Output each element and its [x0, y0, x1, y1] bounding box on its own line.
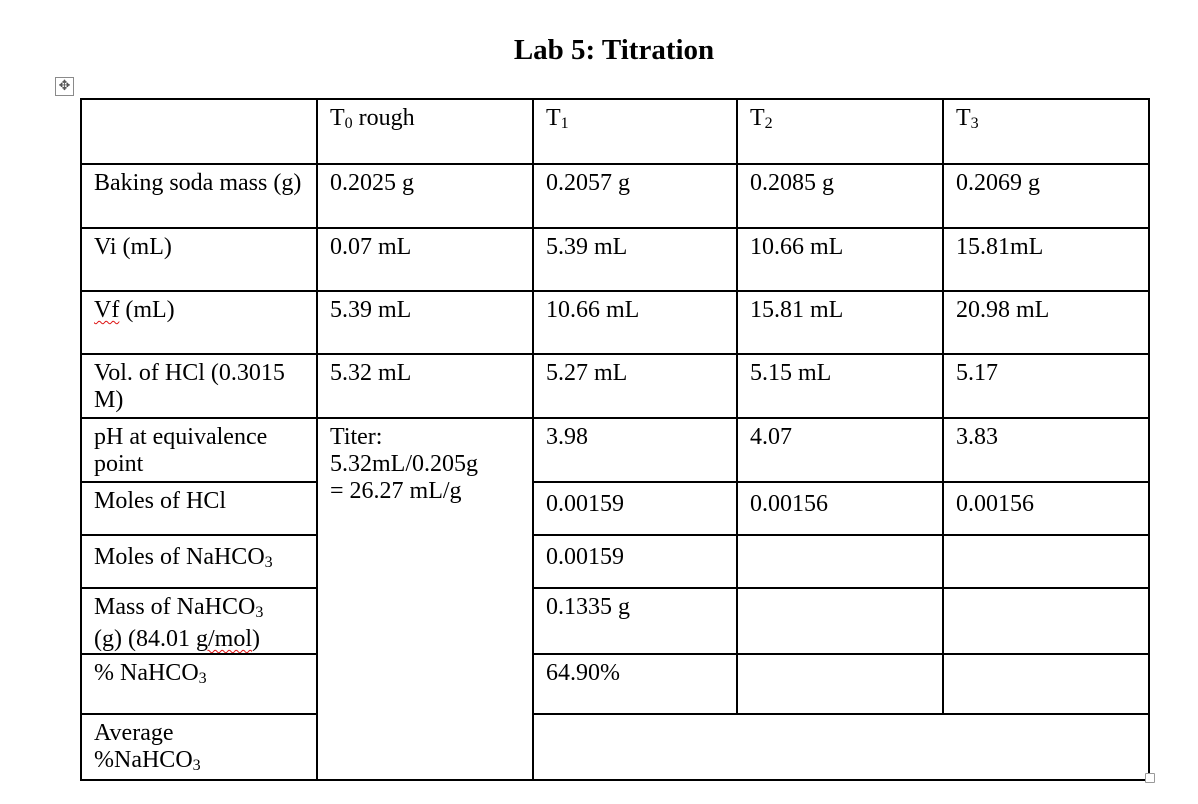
titer-line-2: 5.32mL/0.205g [330, 451, 478, 477]
table-row-vi [81, 228, 1149, 291]
cell-vol-hcl-t1: 5.27 mL [533, 354, 737, 418]
row-label-average: Average %NaHCO3 [81, 714, 317, 780]
titer-line-3: = 26.27 mL/g [330, 478, 462, 504]
cell-average-value [533, 714, 1149, 780]
cell-vi-t1: 5.39 mL [533, 228, 737, 291]
table-row-vf [81, 291, 1149, 354]
table-row-mass-nahco3 [81, 588, 1149, 654]
cell-vf-t3: 20.98 mL [943, 291, 1149, 354]
cell-vf-t0: 5.39 mL [317, 291, 533, 354]
table-row-vol-hcl [81, 354, 1149, 418]
cell-moles-hcl-t1: 0.00159 [533, 482, 737, 535]
table-row-ph [81, 418, 1149, 482]
cell-mass-t2: 0.2085 g [737, 164, 943, 228]
row-label-ph: pH at equivalence point [81, 418, 317, 482]
cell-moles-hcl-t2: 0.00156 [737, 482, 943, 535]
cell-vol-hcl-t2: 5.15 mL [737, 354, 943, 418]
spellcheck-word-gmol: g/mol [195, 626, 252, 652]
cell-vi-t0: 0.07 mL [317, 228, 533, 291]
cell-pct-nahco3-t1: 64.90% [533, 654, 737, 714]
document-title: Lab 5: Titration [513, 34, 715, 66]
header-cell-t1: T1 [533, 99, 737, 164]
table-header-row [81, 99, 1149, 164]
spellcheck-word-vf: Vf [94, 297, 120, 323]
row-label-vol-hcl: Vol. of HCl (0.3015 M) [81, 354, 317, 418]
cell-vol-hcl-t0: 5.32 mL [317, 354, 533, 418]
row-label-pct-nahco3: % NaHCO3 [81, 654, 317, 714]
cell-titer [317, 418, 533, 780]
cell-ph-t2: 4.07 [737, 418, 943, 482]
table-row-average [81, 714, 1149, 780]
row-label-mass-nahco3: Mass of NaHCO3 (g) (84.01 g/mol) [81, 588, 317, 654]
cell-ph-t1: 3.98 [533, 418, 737, 482]
row-label-vf: Vf (mL) [81, 291, 317, 354]
header-cell-t0: T0 rough [317, 99, 533, 164]
cell-moles-nahco3-t1: 0.00159 [533, 535, 737, 588]
row-label-moles-nahco3: Moles of NaHCO3 [81, 535, 317, 588]
titration-table [80, 98, 1150, 781]
header-cell-t2: T2 [737, 99, 943, 164]
cell-mass-t1: 0.2057 g [533, 164, 737, 228]
table-resize-handle[interactable] [1145, 773, 1155, 783]
cell-vf-t1: 10.66 mL [533, 291, 737, 354]
cell-mass-t0: 0.2025 g [317, 164, 533, 228]
cell-moles-nahco3-t2 [737, 535, 943, 588]
cell-vi-t3: 15.81mL [943, 228, 1149, 291]
titer-line-1: Titer: [330, 424, 383, 450]
cell-vi-t2: 10.66 mL [737, 228, 943, 291]
cell-moles-nahco3-t3 [943, 535, 1149, 588]
cell-pct-nahco3-t2 [737, 654, 943, 714]
cell-ph-t3: 3.83 [943, 418, 1149, 482]
cell-mass-nahco3-t1: 0.1335 g [533, 588, 737, 654]
cell-pct-nahco3-t3 [943, 654, 1149, 714]
row-label-moles-hcl: Moles of HCl [81, 482, 317, 535]
cell-vf-t2: 15.81 mL [737, 291, 943, 354]
table-row-pct-nahco3 [81, 654, 1149, 714]
header-cell-t3: T3 [943, 99, 1149, 164]
table-row-moles-nahco3 [81, 535, 1149, 588]
row-label-mass: Baking soda mass (g) [81, 164, 317, 228]
cell-mass-nahco3-t2 [737, 588, 943, 654]
cell-mass-nahco3-t3 [943, 588, 1149, 654]
row-label-vi: Vi (mL) [81, 228, 317, 291]
cell-moles-hcl-t3: 0.00156 [943, 482, 1149, 535]
table-row-moles-hcl [81, 482, 1149, 535]
table-move-handle-icon[interactable]: ✥ [55, 77, 74, 96]
cell-vol-hcl-t3: 5.17 [943, 354, 1149, 418]
header-cell-empty [81, 99, 317, 164]
cell-mass-t3: 0.2069 g [943, 164, 1149, 228]
table-row-mass [81, 164, 1149, 228]
